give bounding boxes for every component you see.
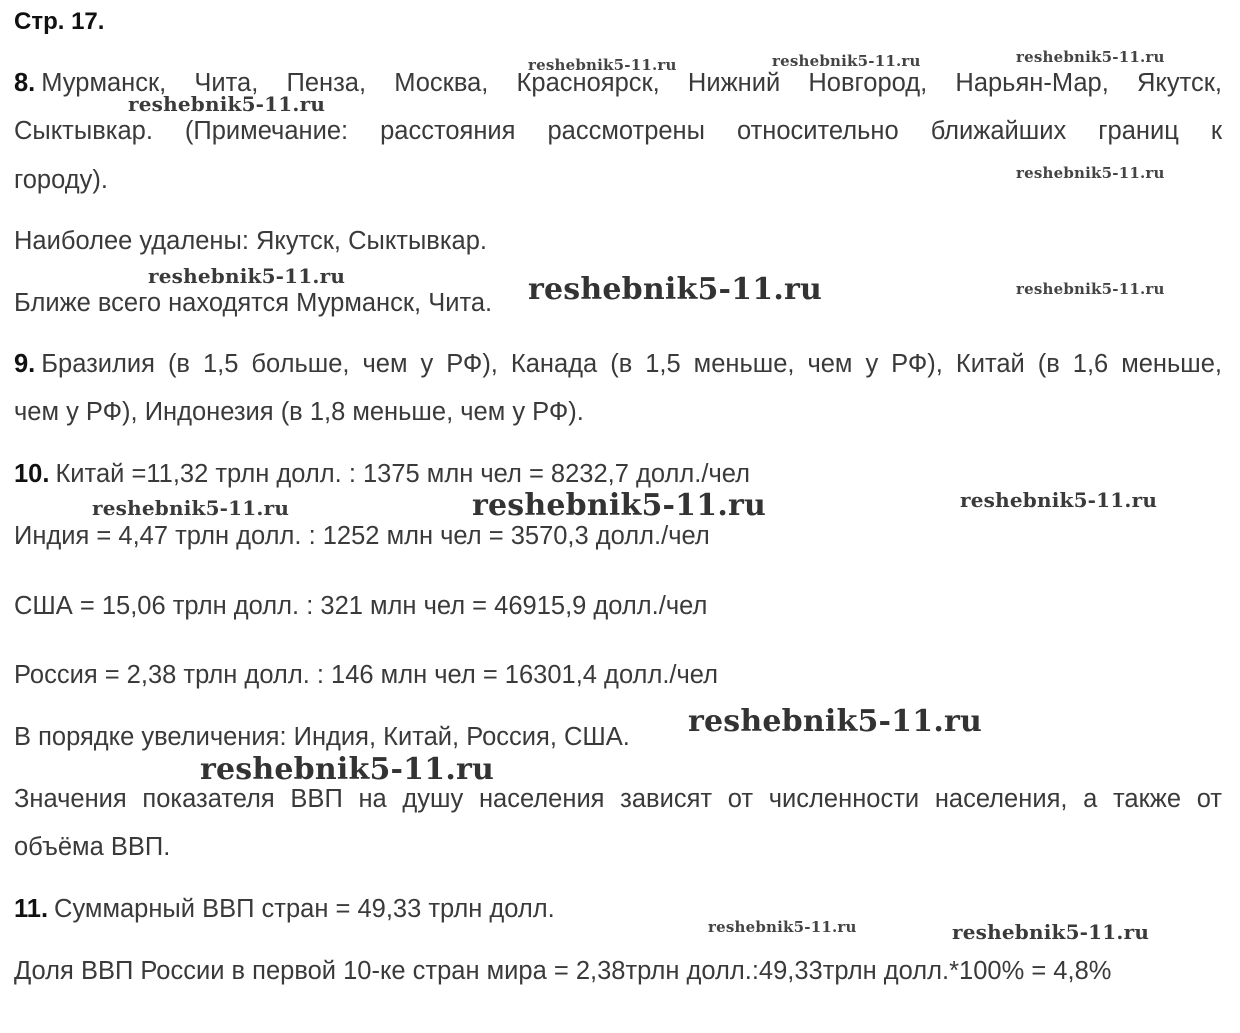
task10-order: В порядке увеличения: Индия, Китай, Россия, США. (14, 723, 630, 751)
task9-line1 (14, 349, 1222, 379)
watermark: reshebnik5-11.ru (688, 704, 982, 739)
watermark: reshebnik5-11.ru (128, 92, 326, 116)
task9-line2: чем у РФ), Индонезия (в 1,8 меньше, чем у РФ). (14, 398, 584, 426)
watermark: reshebnik5-11.ru (1016, 164, 1165, 182)
watermark: reshebnik5-11.ru (472, 488, 766, 523)
task11-number: 11. (14, 895, 49, 923)
task9-text1: Бразилия (в 1,5 больше, чем у РФ), Канада (в 1,5 меньше, чем у РФ), Китай (в 1,6 меньше, (41, 350, 1222, 378)
task8-farthest: Наиболее удалены: Якутск, Сыктывкар. (14, 227, 487, 255)
watermark: reshebnik5-11.ru (1016, 48, 1165, 66)
watermark: reshebnik5-11.ru (708, 918, 857, 936)
watermark: reshebnik5-11.ru (528, 56, 677, 74)
task8-line3: городу). (14, 166, 108, 194)
task11-share: Доля ВВП России в первой 10-ке стран мира = 2,38трлн долл.:49,33трлн долл.*100% = 4,8% (14, 957, 1112, 985)
watermark: reshebnik5-11.ru (952, 920, 1150, 944)
watermark: reshebnik5-11.ru (960, 488, 1158, 512)
task8-text1: Мурманск, Чита, Пенза, Москва, Красноярск, Нижний Новгород, Нарьян-Мар, Якутск, (41, 69, 1222, 97)
task10-number: 10. (14, 460, 50, 488)
task8-line2: Сыктывкар. (Примечание: расстояния рассмотрены относительно ближайших границ к (14, 117, 1222, 145)
watermark: reshebnik5-11.ru (148, 264, 346, 288)
task9-number: 9. (14, 350, 36, 378)
watermark: reshebnik5-11.ru (528, 272, 822, 307)
watermark: reshebnik5-11.ru (92, 496, 290, 520)
task10-china-text: Китай =11,32 трлн долл. : 1375 млн чел = 8232,7 долл./чел (55, 460, 750, 488)
task10-depends-line1: Значения показателя ВВП на душу населения зависят от численности населения, а также от (14, 785, 1222, 813)
task8-number: 8. (14, 69, 36, 97)
page-header: Стр. 17. (14, 8, 105, 35)
watermark: reshebnik5-11.ru (772, 52, 921, 70)
task10-china (14, 459, 750, 489)
task10-depends-line2: объёма ВВП. (14, 833, 171, 861)
watermark: reshebnik5-11.ru (200, 752, 494, 787)
task11-total (14, 894, 555, 924)
task11-total-text: Суммарный ВВП стран = 49,33 трлн долл. (54, 895, 555, 923)
task10-india: Индия = 4,47 трлн долл. : 1252 млн чел = 3570,3 долл./чел (14, 522, 710, 550)
task10-russia: Россия = 2,38 трлн долл. : 146 млн чел = 16301,4 долл./чел (14, 661, 718, 689)
task8-closest: Ближе всего находятся Мурманск, Чита. (14, 289, 493, 317)
task10-usa: США = 15,06 трлн долл. : 321 млн чел = 46915,9 долл./чел (14, 592, 708, 620)
watermark: reshebnik5-11.ru (1016, 280, 1165, 298)
